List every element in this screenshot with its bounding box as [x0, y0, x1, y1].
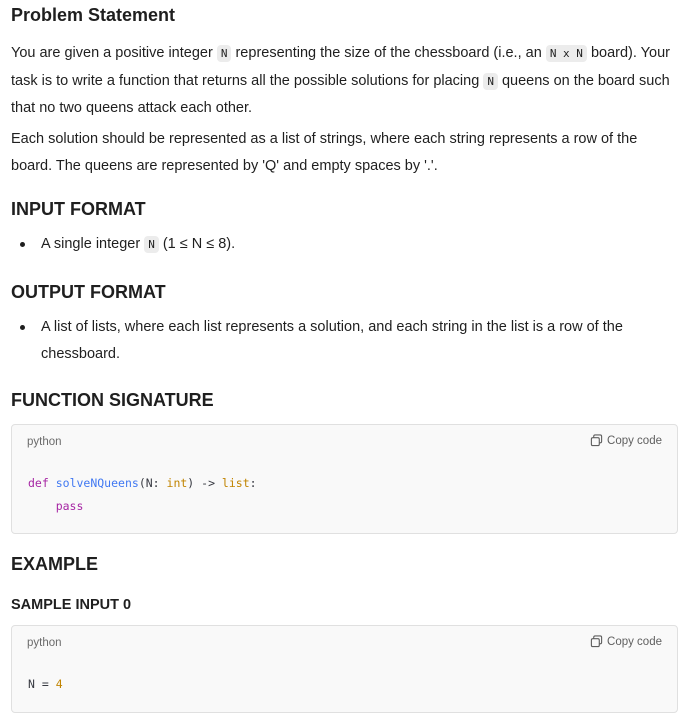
page-title: Problem Statement	[11, 5, 176, 25]
signature-code: def solveNQueens(N: int) -> list: pass	[28, 476, 257, 513]
copy-code-button[interactable]	[590, 434, 662, 447]
list-item: A single integer N (1 ≤ N ≤ 8).	[41, 231, 671, 259]
code-language-label: python	[27, 637, 62, 649]
example-heading: EXAMPLE	[11, 554, 99, 574]
function-signature-heading: FUNCTION SIGNATURE	[11, 390, 214, 410]
inline-code-n: N	[217, 45, 232, 62]
copy-code-label: Copy code	[607, 434, 662, 447]
input-format-heading: INPUT FORMAT	[11, 199, 146, 219]
copy-code-label: Copy code	[607, 635, 662, 648]
list-item: A list of lists, where each list represents a solution, and each string in the list is a row of the chessboard.	[41, 314, 671, 367]
sample-input-heading: SAMPLE INPUT 0	[11, 597, 132, 613]
output-format-list	[11, 314, 671, 367]
input-format-list	[11, 231, 671, 259]
sample-input-code: N = 4	[28, 677, 63, 691]
signature-code-block	[11, 424, 678, 534]
copy-icon	[590, 434, 603, 447]
code-language-label: python	[27, 436, 62, 448]
statement-paragraph-1: You are given a positive integer N representing the size of the chessboard (i.e., an N x N board). Your task is to write a function that returns all the possible solutions for placing N queens on the board such that no two queens attack each other.	[11, 45, 670, 116]
sample-input-code-block	[11, 625, 678, 713]
statement-paragraph-2: Each solution should be represented as a list of strings, where each string represents a row of the board. The queens are represented by 'Q' and empty spaces by '.'.	[11, 131, 638, 174]
inline-code-n: N	[483, 73, 498, 90]
copy-code-button[interactable]	[590, 635, 662, 648]
inline-code-nxn: N x N	[546, 45, 587, 62]
inline-code-n: N	[144, 236, 159, 253]
copy-icon	[590, 635, 603, 648]
output-format-heading: OUTPUT FORMAT	[11, 282, 166, 302]
